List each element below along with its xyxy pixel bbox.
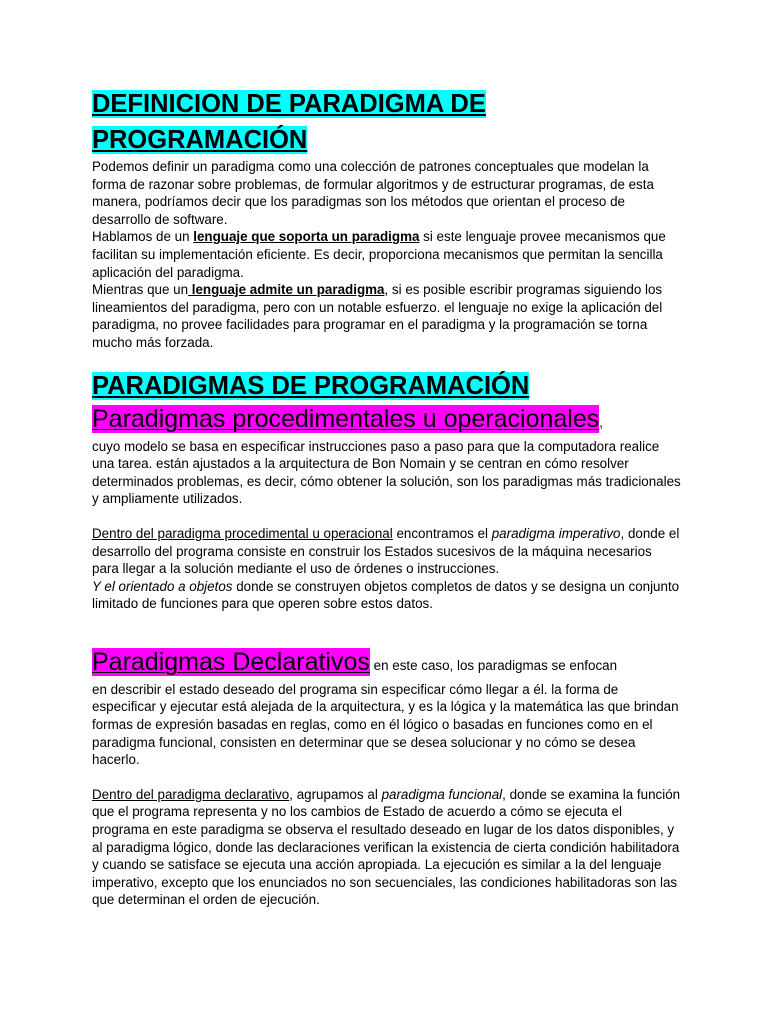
definition-section xyxy=(92,86,682,352)
paragraph-text: Hablamos de un xyxy=(92,229,194,245)
declarative-underlined: Dentro del paradigma declarativo xyxy=(92,786,290,802)
paragraph-text: Mientras que un xyxy=(92,282,189,298)
procedural-subsection xyxy=(92,404,682,613)
paragraph-text: si este lenguaje provee mecanismos que facilitan su implementación eficiente. Es decir, proporciona mecanismos que permitan la sencilla aplicación del paradigma. xyxy=(92,229,666,280)
definition-title-line1: DEFINICION DE PARADIGMA DE xyxy=(92,90,486,118)
paradigms-section xyxy=(92,368,682,909)
imperative-term: paradigma imperativo xyxy=(491,525,621,541)
paragraph-text: , donde se examina la función que el programa representa y no los cambios de Estado de acuerdo a cómo se ejecuta el programa en este paradigma se observa el resultado deseado en lugar de los datos disponibles, y al paradigma lógico, donde las declaraciones verifican la existencia de cierta condición habilitadora y cuando se satisface se ejecuta una acción apropiada. La ejecución es similar a la del lenguaje imperativo, excepto que los enunciados no son secuenciales, las condiciones habilitadoras son las que determinan el orden de ejecución. xyxy=(92,786,681,908)
declarative-heading-trail: en este caso, los paradigmas se enfocan xyxy=(369,657,618,673)
procedural-heading: Paradigmas procedimentales u operacionales xyxy=(92,404,600,433)
definition-paragraph-1: Podemos definir un paradigma como una colección de patrones conceptuales que modelan la forma de razonar sobre problemas, de formular algoritmos y de estructurar programas, de esta manera, podríamos decir que los paradigmas son los métodos que orientan el proceso de desarrollo de software. xyxy=(92,159,654,227)
definition-paragraph-3 xyxy=(92,281,682,351)
declarative-subsection xyxy=(92,647,682,909)
declarative-heading: Paradigmas Declarativos xyxy=(92,647,370,676)
definition-title-line2: PROGRAMACIÓN xyxy=(92,126,308,154)
declarative-paragraph-1: en describir el estado deseado del programa sin especificar cómo llegar a él. la forma de especificar y ejecutar está alejada de la arquitectura, y es la lógica y la matemática las que brindan formas de expresión basadas en reglas, como en él lógico o basadas en funciones como en el paradigma funcional, consisten en determinar que se desea solucionar y no cómo se desea hacerlo. xyxy=(92,681,679,768)
procedural-paragraph-2 xyxy=(92,525,682,578)
functional-term: paradigma funcional xyxy=(381,786,503,802)
definition-paragraph-2 xyxy=(92,228,682,281)
paradigms-title-text: PARADIGMAS DE PROGRAMACIÓN xyxy=(92,371,530,400)
procedural-heading-line xyxy=(92,404,682,438)
term-soporta: lenguaje que soporta un paradigma xyxy=(193,229,420,245)
paragraph-text: encontramos el xyxy=(392,525,492,541)
document-page xyxy=(92,86,682,909)
procedural-paragraph-3 xyxy=(92,578,682,613)
object-oriented-term: Y el orientado a objetos xyxy=(92,578,233,594)
procedural-heading-trail: , xyxy=(599,414,603,430)
declarative-heading-line xyxy=(92,647,682,681)
paragraph-text: , si es posible escribir programas siguiendo los lineamientos del paradigma, pero con un notable esfuerzo. el lenguaje no exige la aplicación del paradigma, no provee facilidades para programar en el paradigma y la programación se torna mucho más forzada. xyxy=(92,282,663,350)
term-admite: lenguaje admite un paradigma xyxy=(188,282,385,298)
paragraph-text: , donde el desarrollo del programa consiste en construir los Estados sucesivos de la máquina necesarios para llegar a la solución mediante el uso de órdenes o instrucciones. xyxy=(92,525,680,577)
procedural-paragraph-1: cuyo modelo se basa en especificar instrucciones paso a paso para que la computadora realice una tarea. están ajustados a la arquitectura de Bon Nomain y se centran en cómo resolver determinados problemas, es decir, cómo obtener la solución, son los paradigmas más tradicionales y ampliamente utilizados. xyxy=(92,438,681,507)
definition-title xyxy=(92,86,682,158)
declarative-paragraph-2 xyxy=(92,786,682,909)
paragraph-text: donde se construyen objetos completos de datos y se designa un conjunto limitado de funciones para que operen sobre estos datos. xyxy=(92,578,680,612)
procedural-underlined: Dentro del paradigma procedimental u operacional xyxy=(92,525,393,541)
paragraph-text: , agrupamos al xyxy=(289,786,382,802)
paradigms-title xyxy=(92,368,682,404)
